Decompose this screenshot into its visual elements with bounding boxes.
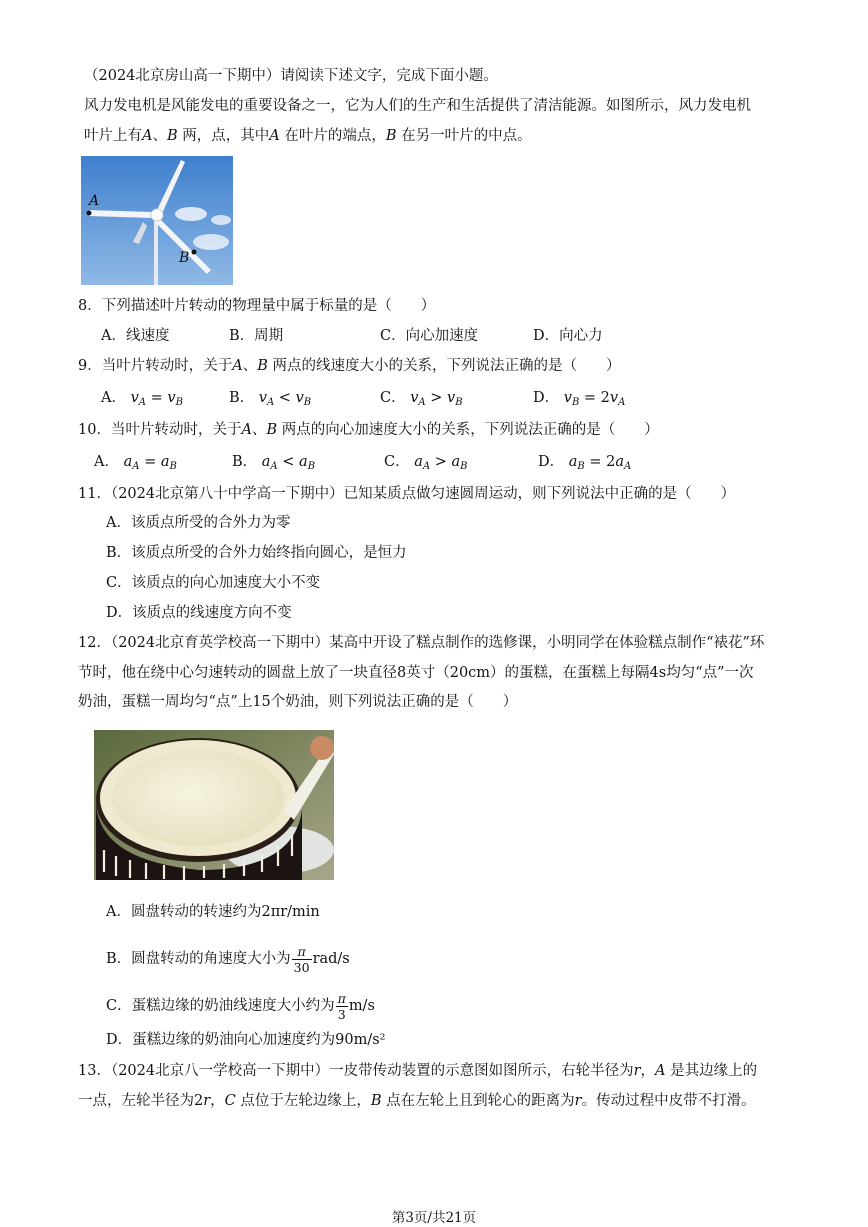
q9-option-d: D． $v_B = 2v_A$ bbox=[533, 390, 626, 408]
q11-option-b: B．该质点所受的合外力始终指向圆心，是恒力 bbox=[106, 545, 407, 561]
q11-option-a: A．该质点所受的合外力为零 bbox=[106, 515, 291, 531]
q11-stem: 11．（2024北京第八十中学高一下期中）已知某质点做匀速圆周运动，则下列说法中正确的是（ ） bbox=[78, 486, 736, 502]
cake-figure bbox=[94, 730, 334, 880]
windmill-figure bbox=[81, 156, 233, 285]
q12-stem-line1: 12．（2024北京育英学校高一下期中）某高中开设了糕点制作的选修课，小明同学在体验糕点制作“裱花”环 bbox=[78, 635, 765, 651]
q9-options bbox=[101, 388, 801, 408]
q11-option-c: C．该质点的向心加速度大小不变 bbox=[106, 575, 321, 591]
q8-options bbox=[101, 326, 801, 346]
q8-option-c: C．向心加速度 bbox=[380, 328, 479, 344]
q12-option-a: A．圆盘转动的转速约为2πr/min bbox=[106, 904, 320, 920]
q10-option-a: A． $a_A = a_B$ bbox=[94, 454, 177, 472]
intro-text-line1: 风力发电机是风能发电的重要设备之一，它为人们的生产和生活提供了清洁能源。如图所示，风力发电机 bbox=[84, 98, 751, 114]
q9-stem: 9．当叶片转动时，关于A、B 两点的线速度大小的关系，下列说法正确的是（ ） bbox=[78, 358, 621, 374]
intro-text-line2: 叶片上有A、B 两，点，其中A 在叶片的端点，B 在另一叶片的中点。 bbox=[84, 128, 532, 144]
windmill-image bbox=[81, 156, 233, 285]
q12-option-b-fraction: $\frac{\pi}{30}$ bbox=[293, 943, 310, 975]
q11-option-d: D．该质点的线速度方向不变 bbox=[106, 605, 292, 621]
q12-option-c: C．蛋糕边缘的奶油线速度大小约为 $\frac{\pi}{3}$ m/s bbox=[106, 990, 375, 1022]
cake-image bbox=[94, 730, 334, 880]
q9-option-b: B． $v_A < v_B$ bbox=[229, 390, 312, 408]
q10-option-c: C． $a_A > a_B$ bbox=[384, 454, 468, 472]
q13-stem-line2: 一点，左轮半径为2r，C 点位于左轮边缘上，B 点在左轮上且到轮心的距离为r。传动过程中皮带不打滑。 bbox=[78, 1093, 756, 1109]
q8-option-b: B．周期 bbox=[229, 328, 284, 344]
q8-option-d: D．向心力 bbox=[533, 328, 603, 344]
q8-option-a: A．线速度 bbox=[101, 328, 170, 344]
q13-stem-line1: 13．（2024北京八一学校高一下期中）一皮带传动装置的示意图如图所示，右轮半径为r，A 是其边缘上的 bbox=[78, 1063, 758, 1079]
q10-options bbox=[94, 452, 794, 472]
q12-stem-line2: 节时，他在绕中心匀速转动的圆盘上放了一块直径8英寸（20cm）的蛋糕，在蛋糕上每隔4s均匀“点”一次 bbox=[78, 665, 754, 681]
q12-option-d: D．蛋糕边缘的奶油向心加速度约为90m/s² bbox=[106, 1032, 386, 1048]
q10-stem: 10．当叶片转动时，关于A、B 两点的向心加速度大小的关系，下列说法正确的是（ ） bbox=[78, 422, 659, 438]
page-footer: 第3页/共21页 bbox=[391, 1210, 477, 1226]
windmill-label-b: B bbox=[179, 250, 190, 266]
intro-source: （2024北京房山高一下期中）请阅读下述文字，完成下面小题。 bbox=[84, 68, 498, 84]
q8-stem: 8．下列描述叶片转动的物理量中属于标量的是（ ） bbox=[78, 298, 436, 314]
q9-option-c: C． $v_A > v_B$ bbox=[380, 390, 463, 408]
windmill-label-a: A bbox=[89, 193, 100, 209]
q12-option-c-fraction: $\frac{\pi}{3}$ bbox=[337, 990, 346, 1022]
q9-option-a: A． $v_A = v_B$ bbox=[101, 390, 183, 408]
q12-stem-line3: 奶油，蛋糕一周均匀“点”上15个奶油，则下列说法正确的是（ ） bbox=[78, 694, 518, 710]
q10-option-d: D． $a_B = 2a_A$ bbox=[538, 454, 632, 472]
q12-option-b: B．圆盘转动的角速度大小为 $\frac{\pi}{30}$ rad/s bbox=[106, 943, 350, 975]
q10-option-b: B． $a_A < a_B$ bbox=[232, 454, 316, 472]
